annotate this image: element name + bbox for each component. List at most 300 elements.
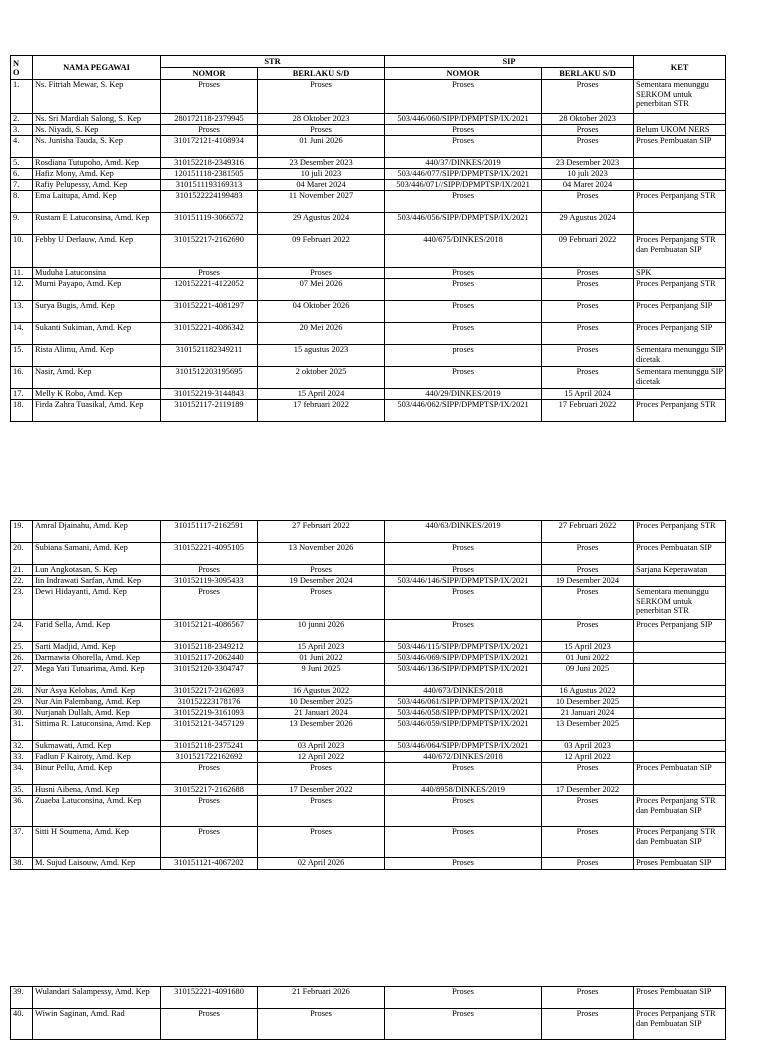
remark-cell: Proses Pembuatan SIP bbox=[634, 136, 726, 158]
sip-valid-until-cell: 16 Agustus 2022 bbox=[542, 686, 634, 697]
str-valid-until-cell: Proses bbox=[258, 1009, 385, 1040]
str-number-cell: 3101521722162692 bbox=[161, 752, 258, 763]
sip-valid-until-cell: Proses bbox=[542, 323, 634, 345]
remark-cell: Proces Perpanjang STR bbox=[634, 400, 726, 422]
remark-cell bbox=[634, 664, 726, 686]
table-row bbox=[11, 664, 726, 686]
employee-name-cell: Melly K Robo, Amd. Kep bbox=[33, 389, 161, 400]
sip-valid-until-cell: Proses bbox=[542, 301, 634, 323]
str-valid-until-cell: 10 juli 2023 bbox=[258, 169, 385, 180]
remark-cell bbox=[634, 389, 726, 400]
str-valid-until-cell: 01 Juni 2022 bbox=[258, 653, 385, 664]
sip-number-cell: 503/446/060/SIPP/DPMPTSP/IX/2021 bbox=[385, 114, 542, 125]
remark-cell: Belum UKOM NERS bbox=[634, 125, 726, 136]
row-number-cell: 5. bbox=[11, 158, 33, 169]
remark-cell: Sementara menunggu SERKOM untuk penerbitan STR bbox=[634, 587, 726, 620]
str-number-cell: 310152217-2162690 bbox=[161, 235, 258, 268]
sip-number-cell: Proses bbox=[385, 136, 542, 158]
row-number-cell: 13. bbox=[11, 301, 33, 323]
employee-name-cell: Sitti H Soumena, Amd. Kep bbox=[33, 827, 161, 858]
str-valid-until-cell: 2 oktober 2025 bbox=[258, 367, 385, 389]
sip-valid-until-cell: 27 Februari 2022 bbox=[542, 521, 634, 543]
row-number-cell: 24. bbox=[11, 620, 33, 642]
sip-valid-until-cell: Proses bbox=[542, 1009, 634, 1040]
sip-number-cell: 503/446/146/SIPP/DPMPTSP/IX/2021 bbox=[385, 576, 542, 587]
str-number-cell: Proses bbox=[161, 268, 258, 279]
employee-name-cell: Firda Zahra Tuasikal, Amd. Kep bbox=[33, 400, 161, 422]
employee-name-cell: Sittima R. Latuconsina, Amd. Kep bbox=[33, 719, 161, 741]
remark-cell: Sementara menunggu SERKOM untuk penerbitan STR bbox=[634, 80, 726, 114]
sip-valid-until-cell: 03 April 2023 bbox=[542, 741, 634, 752]
table-row bbox=[11, 279, 726, 301]
str-number-cell: 120151118-2381505 bbox=[161, 169, 258, 180]
str-number-cell: 310152117-2119189 bbox=[161, 400, 258, 422]
remark-cell bbox=[634, 653, 726, 664]
row-number-cell: 34. bbox=[11, 763, 33, 785]
sip-number-cell: Proses bbox=[385, 987, 542, 1009]
employee-name-cell: Dewi Hidayanti, Amd. Kep bbox=[33, 587, 161, 620]
sip-number-cell: Proses bbox=[385, 763, 542, 785]
sip-number-cell: Proses bbox=[385, 268, 542, 279]
str-valid-until-cell: Proses bbox=[258, 796, 385, 827]
employee-name-cell: Sukanti Sukiman, Amd. Kep bbox=[33, 323, 161, 345]
str-number-cell: 310152221-4091680 bbox=[161, 987, 258, 1009]
remark-cell bbox=[634, 213, 726, 235]
sip-valid-until-cell: Proses bbox=[542, 763, 634, 785]
str-number-cell: 310152221-4081297 bbox=[161, 301, 258, 323]
str-number-cell: 310152117-2062440 bbox=[161, 653, 258, 664]
table-row bbox=[11, 180, 726, 191]
row-number-cell: 40. bbox=[11, 1009, 33, 1040]
sip-number-cell: Proses bbox=[385, 796, 542, 827]
str-number-cell: 310152218-2349316 bbox=[161, 158, 258, 169]
sip-number-cell: Proses bbox=[385, 587, 542, 620]
str-valid-until-cell: Proses bbox=[258, 827, 385, 858]
sip-valid-until-cell: Proses bbox=[542, 345, 634, 367]
remark-cell bbox=[634, 642, 726, 653]
remark-cell bbox=[634, 708, 726, 719]
sip-number-cell: Proses bbox=[385, 125, 542, 136]
employee-name-cell: Ns. Fitriah Mewar, S. Kep bbox=[33, 80, 161, 114]
table-row bbox=[11, 987, 726, 1009]
sip-number-cell: Proses bbox=[385, 191, 542, 213]
sip-number-cell: 503/446/062/SIPP/DPMPTSP/IX/2021 bbox=[385, 400, 542, 422]
sip-valid-until-cell: 17 Desember 2022 bbox=[542, 785, 634, 796]
str-number-cell: Proses bbox=[161, 796, 258, 827]
remark-cell: Proces Pembuatan SIP bbox=[634, 763, 726, 785]
sip-number-cell: 503/446/069/SIPP/DPMPTSP/IX/2021 bbox=[385, 653, 542, 664]
str-number-cell: 310152121-4086567 bbox=[161, 620, 258, 642]
sip-number-cell: proses bbox=[385, 345, 542, 367]
table-row bbox=[11, 719, 726, 741]
sip-valid-until-cell: Proses bbox=[542, 796, 634, 827]
str-valid-until-cell: 19 Desember 2024 bbox=[258, 576, 385, 587]
sip-valid-until-cell: 04 Maret 2024 bbox=[542, 180, 634, 191]
employee-name-cell: Rustam E Latuconsina, Amd. Kep bbox=[33, 213, 161, 235]
remark-cell bbox=[634, 180, 726, 191]
sip-valid-until-cell: 19 Desember 2024 bbox=[542, 576, 634, 587]
sip-number-cell: Proses bbox=[385, 543, 542, 565]
table-row bbox=[11, 323, 726, 345]
remark-cell bbox=[634, 686, 726, 697]
remark-cell bbox=[634, 697, 726, 708]
row-number-cell: 4. bbox=[11, 136, 33, 158]
employee-name-cell: Ns. Junisha Tauda, S. Kep bbox=[33, 136, 161, 158]
table-row bbox=[11, 1009, 726, 1040]
header-ket: KET bbox=[634, 56, 726, 80]
employee-name-cell: Rosdiana Tutupoho, Amd. Kep bbox=[33, 158, 161, 169]
sip-number-cell: 503/446/059/SIPP/DPMPTSP/IX/2021 bbox=[385, 719, 542, 741]
sip-number-cell: 503/446/058/SIPP/DPMPTSP/IX/2021 bbox=[385, 708, 542, 719]
sip-number-cell: 440/37/DINKES/2019 bbox=[385, 158, 542, 169]
sip-number-cell: Proses bbox=[385, 80, 542, 114]
str-valid-until-cell: 13 November 2026 bbox=[258, 543, 385, 565]
str-number-cell: 310151121-4067202 bbox=[161, 858, 258, 870]
sip-number-cell: 440/673/DINKES/2018 bbox=[385, 686, 542, 697]
sip-valid-until-cell: 23 Desember 2023 bbox=[542, 158, 634, 169]
sip-valid-until-cell: Proses bbox=[542, 620, 634, 642]
remark-cell: Proces Perpanjang SIP bbox=[634, 301, 726, 323]
sip-valid-until-cell: 15 April 2023 bbox=[542, 642, 634, 653]
table-row bbox=[11, 345, 726, 367]
sip-valid-until-cell: 15 April 2024 bbox=[542, 389, 634, 400]
row-number-cell: 15. bbox=[11, 345, 33, 367]
row-number-cell: 6. bbox=[11, 169, 33, 180]
table-row bbox=[11, 827, 726, 858]
remark-cell: Proces Perpanjang STR bbox=[634, 191, 726, 213]
table-row bbox=[11, 741, 726, 752]
table-row bbox=[11, 191, 726, 213]
str-valid-until-cell: 15 agustus 2023 bbox=[258, 345, 385, 367]
row-number-cell: 2. bbox=[11, 114, 33, 125]
sip-number-cell: Proses bbox=[385, 827, 542, 858]
remark-cell bbox=[634, 114, 726, 125]
header-sip-berlaku: BERLAKU S/D bbox=[542, 68, 634, 80]
str-valid-until-cell: Proses bbox=[258, 268, 385, 279]
employee-name-cell: Farid Sella, Amd. Kep bbox=[33, 620, 161, 642]
str-number-cell: Proses bbox=[161, 565, 258, 576]
sip-valid-until-cell: Proses bbox=[542, 987, 634, 1009]
remark-cell: Proses Pembuatan SIP bbox=[634, 858, 726, 870]
header-no: N O bbox=[11, 56, 33, 80]
header-sip: SIP bbox=[385, 56, 634, 68]
row-number-cell: 22. bbox=[11, 576, 33, 587]
str-number-cell: 310152217-2162688 bbox=[161, 785, 258, 796]
str-valid-until-cell: 01 Juni 2026 bbox=[258, 136, 385, 158]
row-number-cell: 25. bbox=[11, 642, 33, 653]
table-row bbox=[11, 858, 726, 870]
row-number-cell: 26. bbox=[11, 653, 33, 664]
employee-name-cell: M. Sujud Laisouw, Amd. Kep bbox=[33, 858, 161, 870]
str-number-cell: 310152118-2349212 bbox=[161, 642, 258, 653]
header-str-berlaku: BERLAKU S/D bbox=[258, 68, 385, 80]
sip-valid-until-cell: 12 April 2022 bbox=[542, 752, 634, 763]
str-valid-until-cell: 15 April 2023 bbox=[258, 642, 385, 653]
str-number-cell: 310152120-3304747 bbox=[161, 664, 258, 686]
remark-cell: Proces Perpanjang SIP bbox=[634, 620, 726, 642]
table-row bbox=[11, 136, 726, 158]
str-valid-until-cell: 04 Maret 2024 bbox=[258, 180, 385, 191]
employee-name-cell: Binur Pellu, Amd. Kep bbox=[33, 763, 161, 785]
str-valid-until-cell: 03 April 2023 bbox=[258, 741, 385, 752]
str-number-cell: 310152223178176 bbox=[161, 697, 258, 708]
sip-number-cell: Proses bbox=[385, 620, 542, 642]
str-number-cell: 280172118-2379945 bbox=[161, 114, 258, 125]
sip-number-cell: 440/675/DINKES/2018 bbox=[385, 235, 542, 268]
sip-valid-until-cell: Proses bbox=[542, 565, 634, 576]
row-number-cell: 32. bbox=[11, 741, 33, 752]
str-valid-until-cell: 10 junni 2026 bbox=[258, 620, 385, 642]
row-number-cell: 3. bbox=[11, 125, 33, 136]
remark-cell bbox=[634, 752, 726, 763]
sip-number-cell: Proses bbox=[385, 279, 542, 301]
sip-number-cell: 440/29/DINKES/2019 bbox=[385, 389, 542, 400]
header-nama-pegawai: NAMA PEGAWAI bbox=[33, 56, 161, 80]
str-valid-until-cell: Proses bbox=[258, 565, 385, 576]
str-valid-until-cell: Proses bbox=[258, 587, 385, 620]
employee-name-cell: Mega Yati Tutuarima, Amd. Kep bbox=[33, 664, 161, 686]
row-number-cell: 37. bbox=[11, 827, 33, 858]
str-number-cell: 310151117-2162591 bbox=[161, 521, 258, 543]
row-number-cell: 21. bbox=[11, 565, 33, 576]
sip-number-cell: Proses bbox=[385, 565, 542, 576]
sip-valid-until-cell: Proses bbox=[542, 191, 634, 213]
sip-valid-until-cell: 29 Agustus 2024 bbox=[542, 213, 634, 235]
row-number-cell: 28. bbox=[11, 686, 33, 697]
employee-name-cell: Nur Asya Kelobas, Amd. Kep bbox=[33, 686, 161, 697]
str-valid-until-cell: 9 Juni 2025 bbox=[258, 664, 385, 686]
row-number-cell: 36. bbox=[11, 796, 33, 827]
table-row bbox=[11, 301, 726, 323]
str-valid-until-cell: 29 Agustus 2024 bbox=[258, 213, 385, 235]
table-row bbox=[11, 620, 726, 642]
employee-name-cell: Nur Ain Palembang, Amd. Kep bbox=[33, 697, 161, 708]
str-valid-until-cell: 20 Mei 2026 bbox=[258, 323, 385, 345]
employee-name-cell: Rista Alimu, Amd. Kep bbox=[33, 345, 161, 367]
row-number-cell: 31. bbox=[11, 719, 33, 741]
employee-name-cell: Zuaeba Latuconsina, Amd. Kep bbox=[33, 796, 161, 827]
str-number-cell: Proses bbox=[161, 763, 258, 785]
str-number-cell: 310152118-2375241 bbox=[161, 741, 258, 752]
str-valid-until-cell: Proses bbox=[258, 80, 385, 114]
row-number-cell: 18. bbox=[11, 400, 33, 422]
table-row bbox=[11, 708, 726, 719]
header-str-nomor: NOMOR bbox=[161, 68, 258, 80]
remark-cell: SPK bbox=[634, 268, 726, 279]
str-valid-until-cell: 11 November 2027 bbox=[258, 191, 385, 213]
employee-name-cell: Darmawia Ohorella, Amd. Kep bbox=[33, 653, 161, 664]
table-row bbox=[11, 796, 726, 827]
table-row bbox=[11, 400, 726, 422]
row-number-cell: 38. bbox=[11, 858, 33, 870]
str-number-cell: Proses bbox=[161, 827, 258, 858]
remark-cell: Proces Perpanjang STR dan Pembuatan SIP bbox=[634, 235, 726, 268]
sip-number-cell: 440/8958/DINKES/2019 bbox=[385, 785, 542, 796]
sip-valid-until-cell: Proses bbox=[542, 268, 634, 279]
employee-name-cell: Sukmawati, Amd. Kep bbox=[33, 741, 161, 752]
row-number-cell: 20. bbox=[11, 543, 33, 565]
str-number-cell: 310152219-3161093 bbox=[161, 708, 258, 719]
employee-name-cell: Subiana Samani, Amd. Kep bbox=[33, 543, 161, 565]
sip-valid-until-cell: 28 Oktober 2023 bbox=[542, 114, 634, 125]
table-row bbox=[11, 235, 726, 268]
employee-name-cell: Rafiy Pelupessy, Amd. Kep bbox=[33, 180, 161, 191]
row-number-cell: 14. bbox=[11, 323, 33, 345]
str-valid-until-cell: 13 Desember 2026 bbox=[258, 719, 385, 741]
remark-cell bbox=[634, 576, 726, 587]
sip-valid-until-cell: Proses bbox=[542, 367, 634, 389]
str-number-cell: 3101521182349211 bbox=[161, 345, 258, 367]
employee-name-cell: Hafiz Mony, Amd. Kep bbox=[33, 169, 161, 180]
table-row bbox=[11, 763, 726, 785]
table-row bbox=[11, 367, 726, 389]
remark-cell: Proces Perpanjang STR dan Pembuatan SIP bbox=[634, 1009, 726, 1040]
sip-number-cell: Proses bbox=[385, 858, 542, 870]
employee-name-cell: Wulandari Salampessy, Amd. Kep bbox=[33, 987, 161, 1009]
str-number-cell: 310152119-3095433 bbox=[161, 576, 258, 587]
row-number-cell: 11. bbox=[11, 268, 33, 279]
table-row bbox=[11, 389, 726, 400]
table-row bbox=[11, 268, 726, 279]
row-number-cell: 19. bbox=[11, 521, 33, 543]
str-number-cell: 310152217-2162693 bbox=[161, 686, 258, 697]
sip-valid-until-cell: 10 juli 2023 bbox=[542, 169, 634, 180]
row-number-cell: 39. bbox=[11, 987, 33, 1009]
sip-valid-until-cell: Proses bbox=[542, 279, 634, 301]
table-row bbox=[11, 576, 726, 587]
str-number-cell: 310151119-3066572 bbox=[161, 213, 258, 235]
sip-number-cell: 503/446/071//SIPP/DPMPTSP/IX/2021 bbox=[385, 180, 542, 191]
table-row bbox=[11, 752, 726, 763]
sip-valid-until-cell: 01 Juni 2022 bbox=[542, 653, 634, 664]
sip-number-cell: Proses bbox=[385, 367, 542, 389]
row-number-cell: 16. bbox=[11, 367, 33, 389]
row-number-cell: 1. bbox=[11, 80, 33, 114]
sip-number-cell: 503/446/115/SIPP/DPMPTSP/IX/2021 bbox=[385, 642, 542, 653]
str-valid-until-cell: 04 Oktober 2026 bbox=[258, 301, 385, 323]
employee-license-table-page-2 bbox=[10, 520, 726, 870]
row-number-cell: 27. bbox=[11, 664, 33, 686]
sip-valid-until-cell: 21 Januari 2024 bbox=[542, 708, 634, 719]
remark-cell bbox=[634, 785, 726, 796]
str-number-cell: 310152221-4086342 bbox=[161, 323, 258, 345]
str-number-cell: 3101522224199483 bbox=[161, 191, 258, 213]
employee-name-cell: Ema Laitupa, Amd. Kep bbox=[33, 191, 161, 213]
employee-name-cell: Sarti Madjid, Amd. Kep bbox=[33, 642, 161, 653]
str-number-cell: 310172121-4108934 bbox=[161, 136, 258, 158]
str-number-cell: Proses bbox=[161, 80, 258, 114]
table-row bbox=[11, 213, 726, 235]
employee-name-cell: Muduha Latuconsina bbox=[33, 268, 161, 279]
str-valid-until-cell: 16 Agustus 2022 bbox=[258, 686, 385, 697]
employee-license-table-page-3 bbox=[10, 986, 726, 1040]
table-row bbox=[11, 543, 726, 565]
table-row bbox=[11, 158, 726, 169]
table-row bbox=[11, 587, 726, 620]
str-valid-until-cell: 09 Februari 2022 bbox=[258, 235, 385, 268]
str-number-cell: Proses bbox=[161, 125, 258, 136]
str-number-cell: 310152221-4095105 bbox=[161, 543, 258, 565]
str-number-cell: Proses bbox=[161, 1009, 258, 1040]
remark-cell bbox=[634, 158, 726, 169]
str-valid-until-cell: 17 februari 2022 bbox=[258, 400, 385, 422]
row-number-cell: 10. bbox=[11, 235, 33, 268]
row-number-cell: 12. bbox=[11, 279, 33, 301]
str-number-cell: Proses bbox=[161, 587, 258, 620]
sip-valid-until-cell: Proses bbox=[542, 858, 634, 870]
str-valid-until-cell: Proses bbox=[258, 125, 385, 136]
row-number-cell: 17. bbox=[11, 389, 33, 400]
str-valid-until-cell: 28 Oktober 2023 bbox=[258, 114, 385, 125]
str-number-cell: 310152121-3457129 bbox=[161, 719, 258, 741]
sip-valid-until-cell: 09 Februari 2022 bbox=[542, 235, 634, 268]
str-valid-until-cell: 21 Januari 2024 bbox=[258, 708, 385, 719]
row-number-cell: 35. bbox=[11, 785, 33, 796]
table-row bbox=[11, 653, 726, 664]
employee-name-cell: Febby U Derlauw, Amd. Kep bbox=[33, 235, 161, 268]
employee-name-cell: Wiwin Saginan, Amd. Rad bbox=[33, 1009, 161, 1040]
table-row bbox=[11, 80, 726, 114]
row-number-cell: 7. bbox=[11, 180, 33, 191]
sip-valid-until-cell: 17 Februari 2022 bbox=[542, 400, 634, 422]
sip-valid-until-cell: Proses bbox=[542, 136, 634, 158]
str-valid-until-cell: 17 Desember 2022 bbox=[258, 785, 385, 796]
remark-cell: Proses Pembuatan SIP bbox=[634, 987, 726, 1009]
row-number-cell: 8. bbox=[11, 191, 33, 213]
row-number-cell: 30. bbox=[11, 708, 33, 719]
table-row bbox=[11, 785, 726, 796]
table-row bbox=[11, 521, 726, 543]
sip-number-cell: 440/672/DINKES/2018 bbox=[385, 752, 542, 763]
table-row bbox=[11, 686, 726, 697]
header-sip-nomor: NOMOR bbox=[385, 68, 542, 80]
str-valid-until-cell: 10 Desember 2025 bbox=[258, 697, 385, 708]
sip-valid-until-cell: Proses bbox=[542, 587, 634, 620]
employee-name-cell: Nasir, Amd. Kep bbox=[33, 367, 161, 389]
sip-valid-until-cell: Proses bbox=[542, 827, 634, 858]
row-number-cell: 23. bbox=[11, 587, 33, 620]
employee-name-cell: Nurjanah Dullah, Amd. Kep bbox=[33, 708, 161, 719]
table-row bbox=[11, 697, 726, 708]
remark-cell: Proces Perpanjang STR bbox=[634, 279, 726, 301]
remark-cell: Proces Perpanjang STR dan Pembuatan SIP bbox=[634, 827, 726, 858]
remark-cell: Sementara menunggu SIP dicetak bbox=[634, 345, 726, 367]
remark-cell: Proces Perpanjang SIP bbox=[634, 323, 726, 345]
sip-valid-until-cell: Proses bbox=[542, 80, 634, 114]
str-number-cell: 120152221-4122052 bbox=[161, 279, 258, 301]
employee-name-cell: Ns. Niyadi, S. Kep bbox=[33, 125, 161, 136]
row-number-cell: 29. bbox=[11, 697, 33, 708]
str-valid-until-cell: 12 April 2022 bbox=[258, 752, 385, 763]
sip-valid-until-cell: Proses bbox=[542, 125, 634, 136]
sip-number-cell: 440/63/DINKES/2019 bbox=[385, 521, 542, 543]
str-number-cell: 3101512203195695 bbox=[161, 367, 258, 389]
table-row bbox=[11, 642, 726, 653]
employee-name-cell: Lun Angkotasan, S. Kep bbox=[33, 565, 161, 576]
remark-cell: Sementara menunggu SIP dicetak bbox=[634, 367, 726, 389]
table-row bbox=[11, 125, 726, 136]
sip-number-cell: 503/446/061/SIPP/DPMPTSP/IX/2021 bbox=[385, 697, 542, 708]
row-number-cell: 9. bbox=[11, 213, 33, 235]
employee-name-cell: Husni Aibena, Amd. Kep bbox=[33, 785, 161, 796]
str-valid-until-cell: 23 Desember 2023 bbox=[258, 158, 385, 169]
row-number-cell: 33. bbox=[11, 752, 33, 763]
sip-number-cell: 503/446/136/SIPP/DPMPTSP/IX/2021 bbox=[385, 664, 542, 686]
str-valid-until-cell: 15 April 2024 bbox=[258, 389, 385, 400]
sip-number-cell: Proses bbox=[385, 301, 542, 323]
str-number-cell: 3101511193169313 bbox=[161, 180, 258, 191]
sip-number-cell: Proses bbox=[385, 1009, 542, 1040]
